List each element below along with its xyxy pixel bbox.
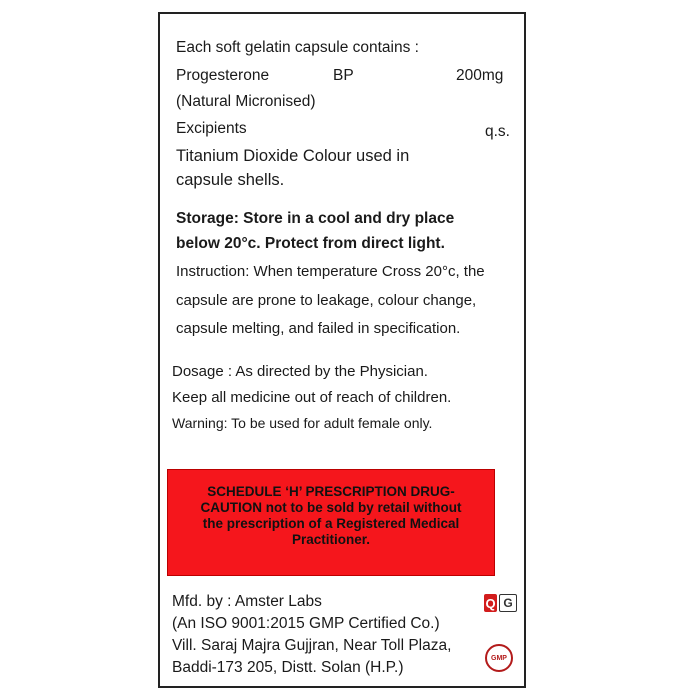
storage-line-2: below 20°c. Protect from direct light. (176, 235, 445, 252)
keep-out-of-reach: Keep all medicine out of reach of children. (172, 389, 452, 406)
colour-line-2: capsule shells. (176, 171, 285, 189)
excipients-label: Excipients (176, 120, 247, 137)
ingredient-grade: BP (333, 67, 354, 84)
storage-line-1: Storage: Store in a cool and dry place (176, 210, 455, 227)
caution-label: CAUTION (200, 500, 262, 515)
ingredient-name: Progesterone (176, 67, 270, 84)
schedule-line-2 (168, 500, 494, 516)
qc-logo-icon (484, 592, 520, 614)
manufacturer-line-3: Vill. Saraj Majra Gujjran, Near Toll Plaza, (172, 637, 452, 654)
schedule-h-warning-box (167, 469, 495, 576)
manufacturer-line-2: (An ISO 9001:2015 GMP Certified Co.) (172, 615, 440, 632)
manufacturer-line-1: Mfd. by : Amster Labs (172, 593, 322, 610)
ingredient-note: (Natural Micronised) (176, 93, 316, 110)
composition-heading: Each soft gelatin capsule contains : (176, 39, 419, 56)
qc-q-mark: Q (485, 595, 496, 611)
dosage-line: Dosage : As directed by the Physician. (172, 363, 428, 380)
instruction-line-1: Instruction: When temperature Cross 20°c, the (176, 263, 485, 280)
instruction-line-3: capsule melting, and failed in specification. (176, 320, 461, 337)
medicine-label-panel (158, 12, 526, 688)
schedule-line-1: SCHEDULE ‘H’ PRESCRIPTION DRUG- (207, 484, 455, 499)
instruction-line-2: capsule are prone to leakage, colour change, (176, 292, 477, 309)
schedule-line-4: Practitioner. (291, 532, 371, 547)
ingredient-quantity: 200mg (456, 67, 504, 84)
qc-g-mark: G (499, 594, 517, 612)
manufacturer-line-4: Baddi-173 205, Distt. Solan (H.P.) (172, 659, 404, 676)
colour-line-1: Titanium Dioxide Colour used in (176, 147, 410, 165)
warning-line: Warning: To be used for adult female only. (172, 415, 433, 431)
caution-text: not to be sold by retail without (262, 500, 462, 515)
excipients-quantity: q.s. (485, 123, 510, 140)
gmp-seal-text: GMP (491, 654, 507, 662)
gmp-seal-icon (485, 644, 513, 672)
schedule-line-3: the prescription of a Registered Medical (202, 516, 460, 531)
